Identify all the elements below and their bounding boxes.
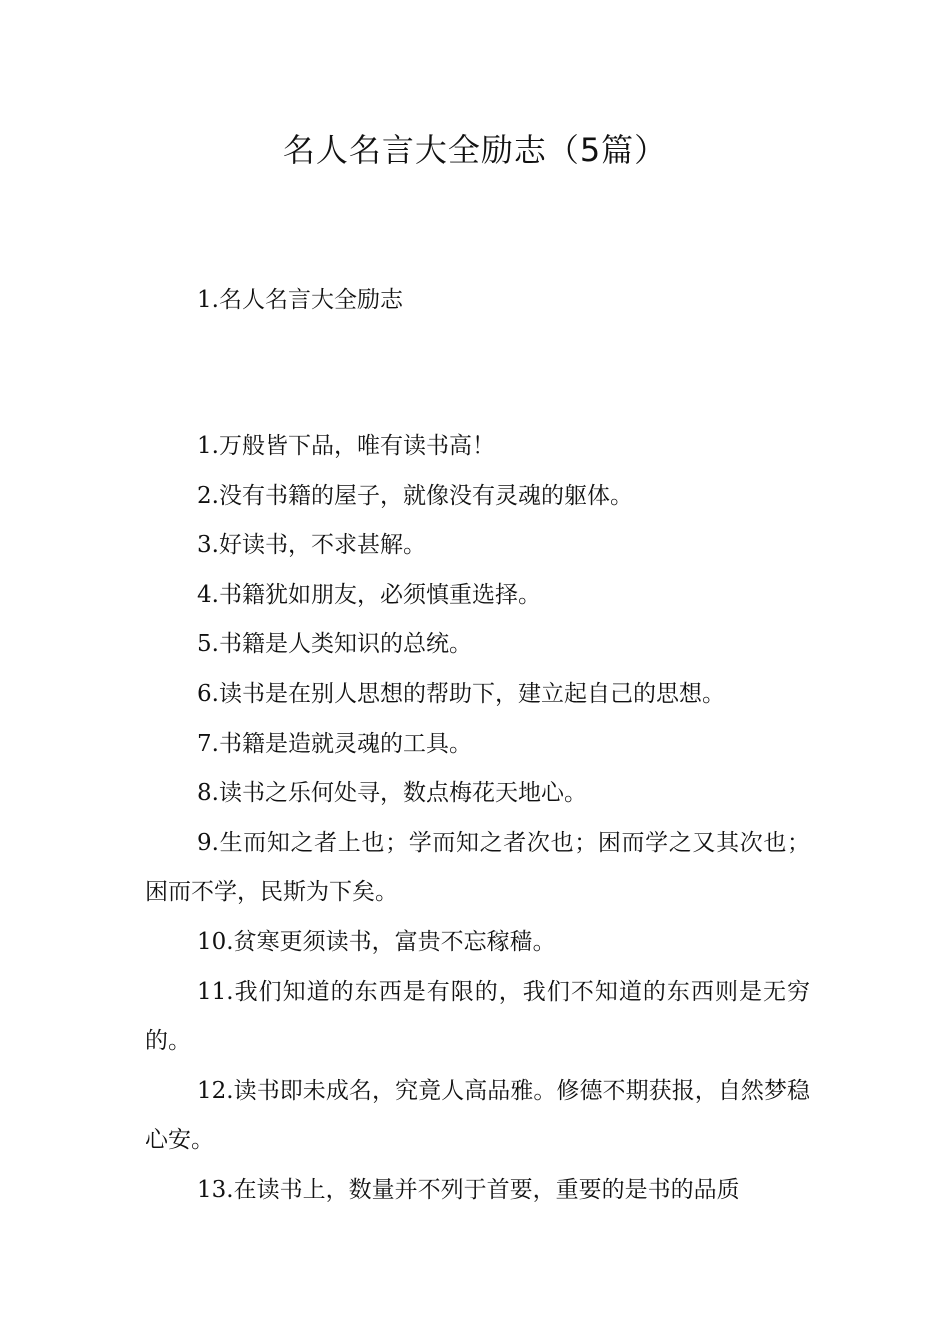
quote-item: 11.我们知道的东西是有限的，我们不知道的东西则是无穷的。 bbox=[145, 978, 810, 1055]
section-heading: 1.名人名言大全励志 bbox=[197, 287, 403, 313]
quote-item: 1.万般皆下品，唯有读书高！ bbox=[197, 433, 495, 459]
document-title: 名人名言大全励志（5篇） bbox=[282, 131, 668, 169]
quote-item: 6.读书是在别人思想的帮助下，建立起自己的思想。 bbox=[197, 680, 725, 707]
quote-item: 12.读书即未成名，究竟人高品雅。修德不期获报，自然梦稳心安。 bbox=[145, 1077, 810, 1154]
quote-item: 5.书籍是人类知识的总统。 bbox=[197, 631, 472, 658]
quote-item: 10.贫寒更须读书，富贵不忘稼穑。 bbox=[197, 928, 556, 955]
quote-item: 2.没有书籍的屋子，就像没有灵魂的躯体。 bbox=[197, 482, 633, 509]
quote-item: 4.书籍犹如朋友，必须慎重选择。 bbox=[197, 581, 541, 608]
quote-item: 13.在读书上，数量并不列于首要，重要的是书的品质 bbox=[197, 1176, 740, 1203]
quote-list bbox=[145, 422, 810, 1216]
quote-item: 3.好读书，不求甚解。 bbox=[197, 532, 426, 559]
quote-item: 8.读书之乐何处寻，数点梅花天地心。 bbox=[197, 780, 587, 807]
quote-item: 9.生而知之者上也；学而知之者次也；困而学之又其次也；困而不学，民斯为下矣。 bbox=[145, 829, 810, 906]
quote-item: 7.书籍是造就灵魂的工具。 bbox=[197, 730, 472, 757]
